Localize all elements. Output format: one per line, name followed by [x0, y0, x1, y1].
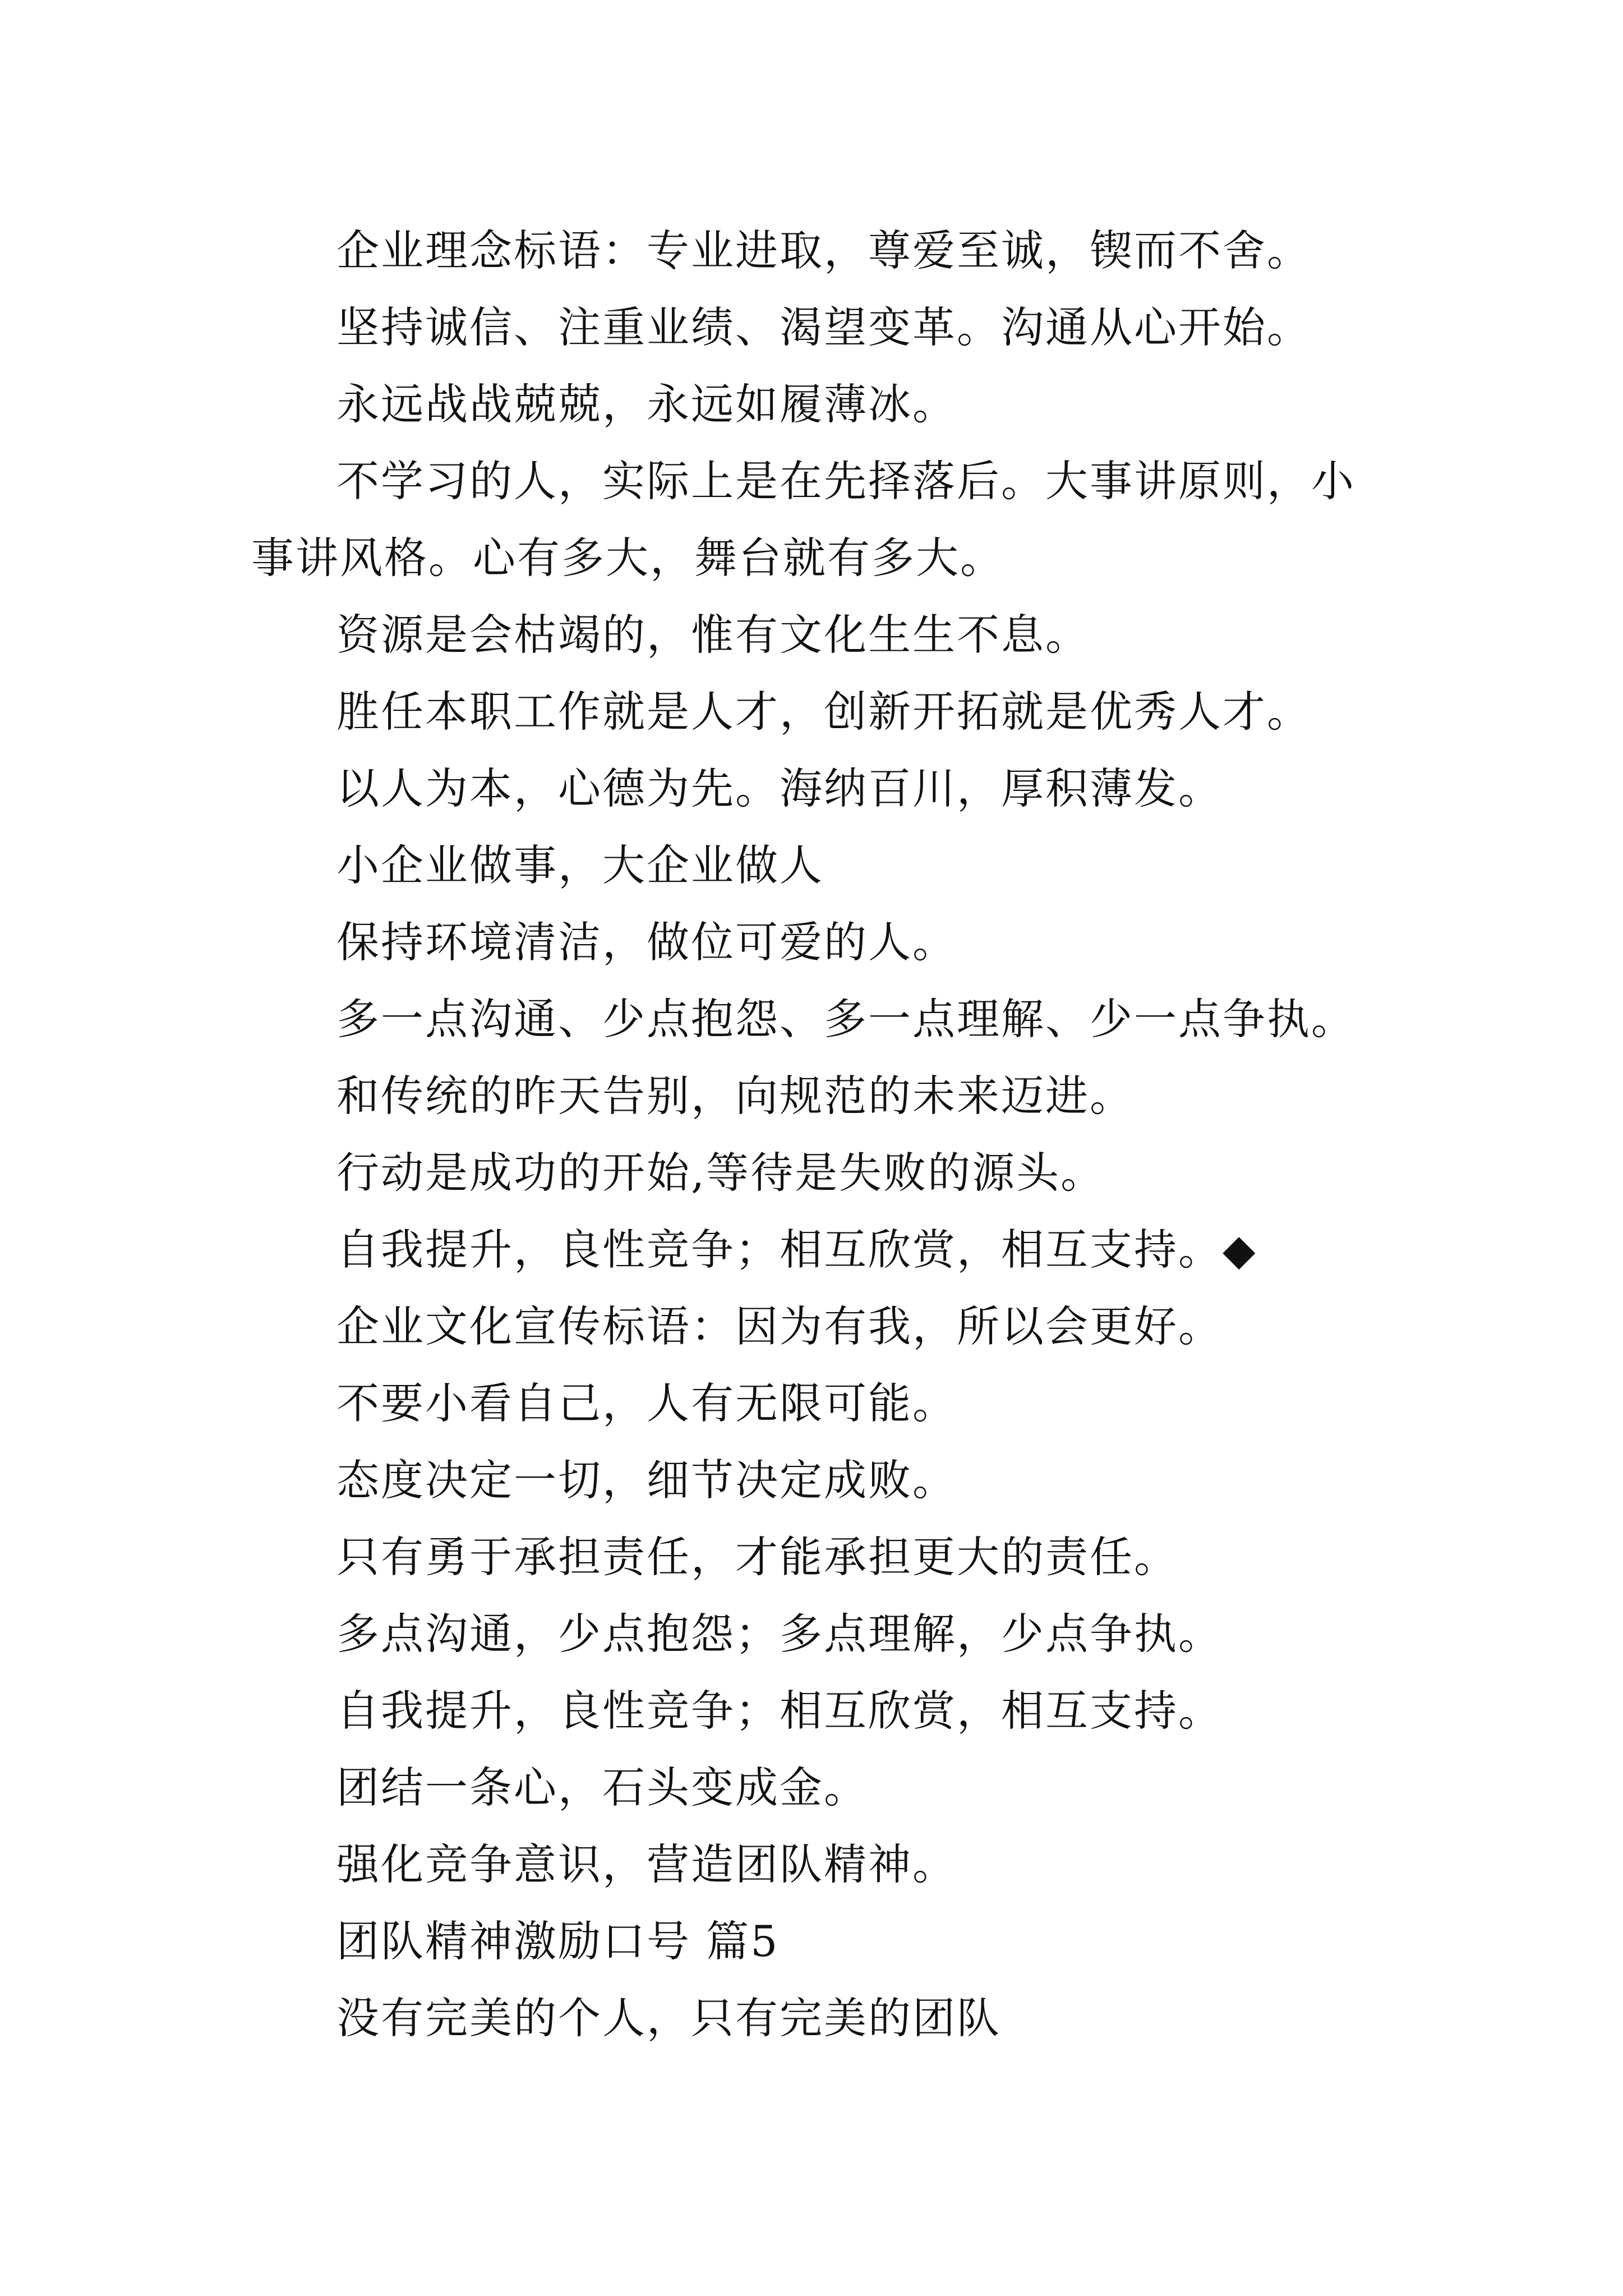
paragraph: 胜任本职工作就是人才，创新开拓就是优秀人才。: [336, 687, 1311, 737]
paragraph: 永远战战兢兢，永远如履薄冰。: [336, 379, 957, 429]
paragraph: 自我提升，良性竞争；相互欣赏，相互支持。◆: [336, 1225, 1257, 1274]
paragraph: 小企业做事，大企业做人: [336, 840, 824, 890]
paragraph: 保持环境清洁，做位可爱的人。: [336, 917, 957, 967]
paragraph: 只有勇于承担责任，才能承担更大的责任。: [336, 1532, 1178, 1582]
paragraph: 和传统的昨天告别，向规范的未来迈进。: [336, 1071, 1134, 1121]
paragraph: 行动是成功的开始,等待是失败的源头。: [336, 1148, 1105, 1198]
paragraph: 企业理念标语：专业进取，尊爱至诚，锲而不舍。: [336, 226, 1311, 275]
paragraph: 多点沟通，少点抱怨；多点理解，少点争执。: [336, 1609, 1223, 1659]
document-body: [251, 212, 1395, 2056]
paragraph: 不学习的人，实际上是在先择落后。大事讲原则，小事讲风格。心有多大，舞台就有多大。: [251, 456, 1355, 583]
paragraph: 自我提升，良性竞争；相互欣赏，相互支持。: [336, 1686, 1223, 1736]
paragraph: 不要小看自己，人有无限可能。: [336, 1378, 957, 1428]
paragraph: 强化竞争意识，营造团队精神。: [336, 1839, 957, 1889]
section-heading: 团队精神激励口号 篇5: [336, 1916, 780, 1966]
paragraph: 资源是会枯竭的，惟有文化生生不息。: [336, 610, 1090, 660]
paragraph: 态度决定一切，细节决定成败。: [336, 1455, 957, 1505]
paragraph: 以人为本，心德为先。海纳百川，厚积薄发。: [336, 763, 1223, 813]
paragraph: 坚持诚信、注重业绩、渴望变革。沟通从心开始。: [336, 302, 1311, 352]
paragraph: 企业文化宣传标语：因为有我，所以会更好。: [336, 1301, 1223, 1351]
paragraph: 多一点沟通、少点抱怨、多一点理解、少一点争执。: [336, 994, 1355, 1044]
paragraph: 团结一条心，石头变成金。: [336, 1763, 868, 1812]
paragraph: 没有完美的个人，只有完美的团队: [336, 1993, 1001, 2043]
